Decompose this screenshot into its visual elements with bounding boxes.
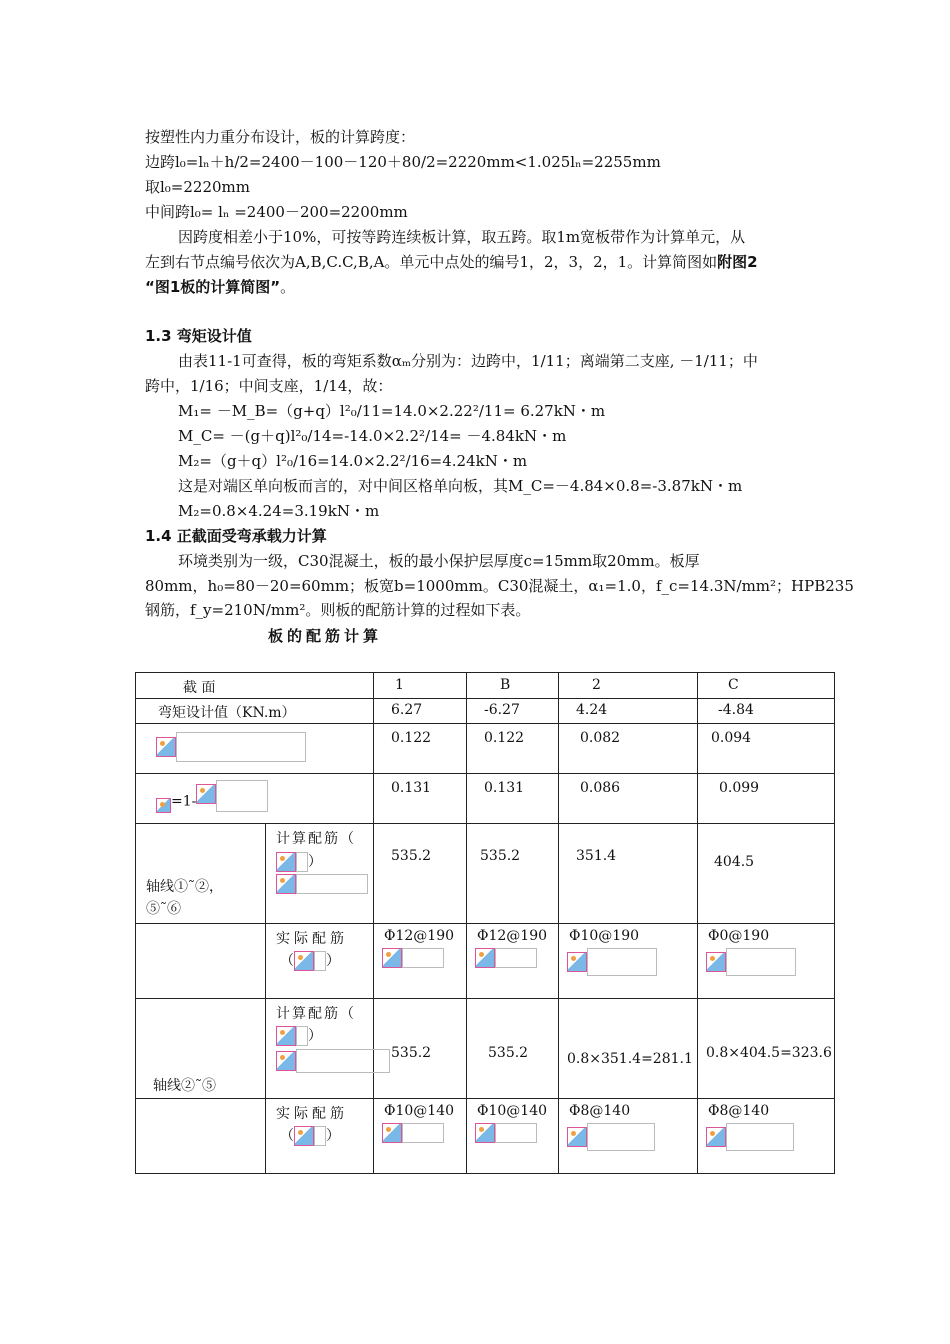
table-cell: Φ8@140 [698, 1099, 835, 1174]
paragraph: 因跨度相差小于10%，可按等跨连续板计算，取五跨。取1m宽板带作为计算单元，从 [178, 228, 746, 246]
formula-image-icon [567, 1127, 587, 1147]
table-cell: 0.122 [374, 724, 467, 774]
table-cell: 351.4 [559, 824, 698, 924]
formula-image-icon [475, 1123, 495, 1143]
formula-image-icon [706, 1127, 726, 1147]
table-cell: 404.5 [698, 824, 835, 924]
equation: M₂=0.8×4.24=3.19kN・m [178, 502, 380, 520]
formula-image-icon [276, 1026, 296, 1046]
table-cell: 0.131 [374, 774, 467, 824]
table-cell: 4.24 [559, 699, 698, 724]
formula-image-icon [276, 852, 296, 872]
alpha-s-formula [156, 732, 306, 762]
paragraph-text: 。 [280, 278, 296, 296]
table-cell: 实际配筋 （ ） [266, 1099, 374, 1174]
table-cell: B [467, 673, 559, 699]
section-heading: 1.3 弯矩设计值 [145, 327, 252, 345]
formula-image-icon [156, 798, 171, 813]
table-row [136, 724, 835, 774]
formula-image-icon [294, 1126, 314, 1146]
paragraph: 按塑性内力重分布设计，板的计算跨度： [145, 128, 416, 146]
table-cell [136, 774, 374, 824]
table-cell: 1 [374, 673, 467, 699]
table-cell: 0.094 [698, 724, 835, 774]
reinforcement-table [135, 672, 835, 1174]
paragraph [145, 277, 295, 297]
formula-image-icon [294, 951, 314, 971]
paragraph: 跨中，1/16；中间支座，1/14，故： [145, 377, 393, 395]
equation: M_C= －(g＋q)l²₀/14=-14.0×2.2²/14= －4.84kN・m [178, 427, 567, 445]
table-cell: 弯矩设计值（KN.m） [136, 699, 374, 724]
table-cell: Φ12@190 [374, 924, 467, 999]
table-cell: 计算配筋（ ） [266, 824, 374, 924]
table-cell: 实际配筋 （ ） [266, 924, 374, 999]
table-cell: 0.099 [698, 774, 835, 824]
table-cell [136, 999, 266, 1099]
formula-image-icon [276, 874, 296, 894]
table-row [136, 1099, 835, 1174]
table-cell: -6.27 [467, 699, 559, 724]
table-row [136, 673, 835, 699]
formula-image-icon [475, 948, 495, 968]
paragraph-text: 左到右节点编号依次为A,B,C.C,B,A。单元中点处的编号1，2，3，2，1。计算简图如 [145, 253, 718, 271]
formula-image-icon [196, 784, 216, 804]
table-cell: 535.2 [467, 824, 559, 924]
formula-image-icon [382, 1123, 402, 1143]
table-cell: 0.131 [467, 774, 559, 824]
table-cell: 0.8×351.4=281.1 [559, 999, 698, 1099]
table-cell [136, 1099, 266, 1174]
section-heading: 1.4 正截面受弯承载力计算 [145, 527, 327, 545]
paragraph: 环境类别为一级，C30混凝土，板的最小保护层厚度c=15mm取20mm。板厚 [178, 552, 700, 570]
table-cell: -4.84 [698, 699, 835, 724]
paragraph: 取l₀=2220mm [145, 178, 251, 196]
table-cell: Φ10@140 [467, 1099, 559, 1174]
table-cell: Φ0@190 [698, 924, 835, 999]
table-cell: Φ10@190 [559, 924, 698, 999]
paragraph: 边跨l₀=lₙ＋h/2=2400－100－120＋80/2=2220mm<1.025lₙ=2255mm [145, 153, 661, 171]
xi-formula: =1- [156, 778, 268, 813]
table-cell: 535.2 [374, 824, 467, 924]
formula-image-icon [156, 737, 176, 757]
table-cell: 0.122 [467, 724, 559, 774]
table-row [136, 824, 835, 924]
table-cell: 535.2 [467, 999, 559, 1099]
equation: M₁= －M_B=（g+q）l²₀/11=14.0×2.22²/11= 6.27kN・m [178, 402, 606, 420]
formula-image-icon [567, 952, 587, 972]
table-caption: 板的配筋计算 [268, 627, 383, 645]
table-cell [136, 824, 266, 924]
table-cell: 截 面 [136, 673, 374, 699]
table-cell: 6.27 [374, 699, 467, 724]
paragraph: 这是对端区单向板而言的，对中间区格单向板，其M_C=－4.84×0.8=-3.87kN・m [178, 477, 743, 495]
paragraph [145, 252, 758, 272]
axis-label: 轴线②˜⑤ [153, 1078, 216, 1094]
formula-image-icon [276, 1051, 296, 1071]
table-cell: 计算配筋（ ） [266, 999, 374, 1099]
table-row [136, 999, 835, 1099]
table-cell: 0.086 [559, 774, 698, 824]
table-cell [136, 724, 374, 774]
figure-reference: 附图2 [717, 253, 758, 271]
paragraph: 由表11-1可查得，板的弯矩系数αₘ分别为：边跨中，1/11；离端第二支座, －1/11；中 [178, 352, 758, 370]
table-cell: 0.082 [559, 724, 698, 774]
formula-image-icon [706, 952, 726, 972]
table-cell: 535.2 [374, 999, 467, 1099]
table-row [136, 924, 835, 999]
table-cell: Φ10@140 [374, 1099, 467, 1174]
paragraph: 钢筋，f_y=210N/mm²。则板的配筋计算的过程如下表。 [145, 601, 531, 619]
equation: M₂=（g＋q）l²₀/16=14.0×2.2²/16=4.24kN・m [178, 452, 528, 470]
table-cell: C [698, 673, 835, 699]
formula-image-icon [382, 948, 402, 968]
table-cell: 0.8×404.5=323.6 [698, 999, 835, 1099]
table-cell: 2 [559, 673, 698, 699]
paragraph: 80mm，h₀=80－20=60mm；板宽b=1000mm。C30混凝土，α₁=1.0，f_c=14.3N/mm²；HPB235 [145, 577, 854, 595]
table-cell [136, 924, 266, 999]
paragraph: 中间跨l₀= lₙ =2400－200=2200mm [145, 203, 408, 221]
table-cell: Φ8@140 [559, 1099, 698, 1174]
table-row [136, 699, 835, 724]
table-cell: Φ12@190 [467, 924, 559, 999]
figure-title-reference: “图1板的计算简图” [145, 278, 281, 296]
table-row [136, 774, 835, 824]
axis-label: 轴线①˜②，⑤˜⑥ [146, 879, 223, 917]
